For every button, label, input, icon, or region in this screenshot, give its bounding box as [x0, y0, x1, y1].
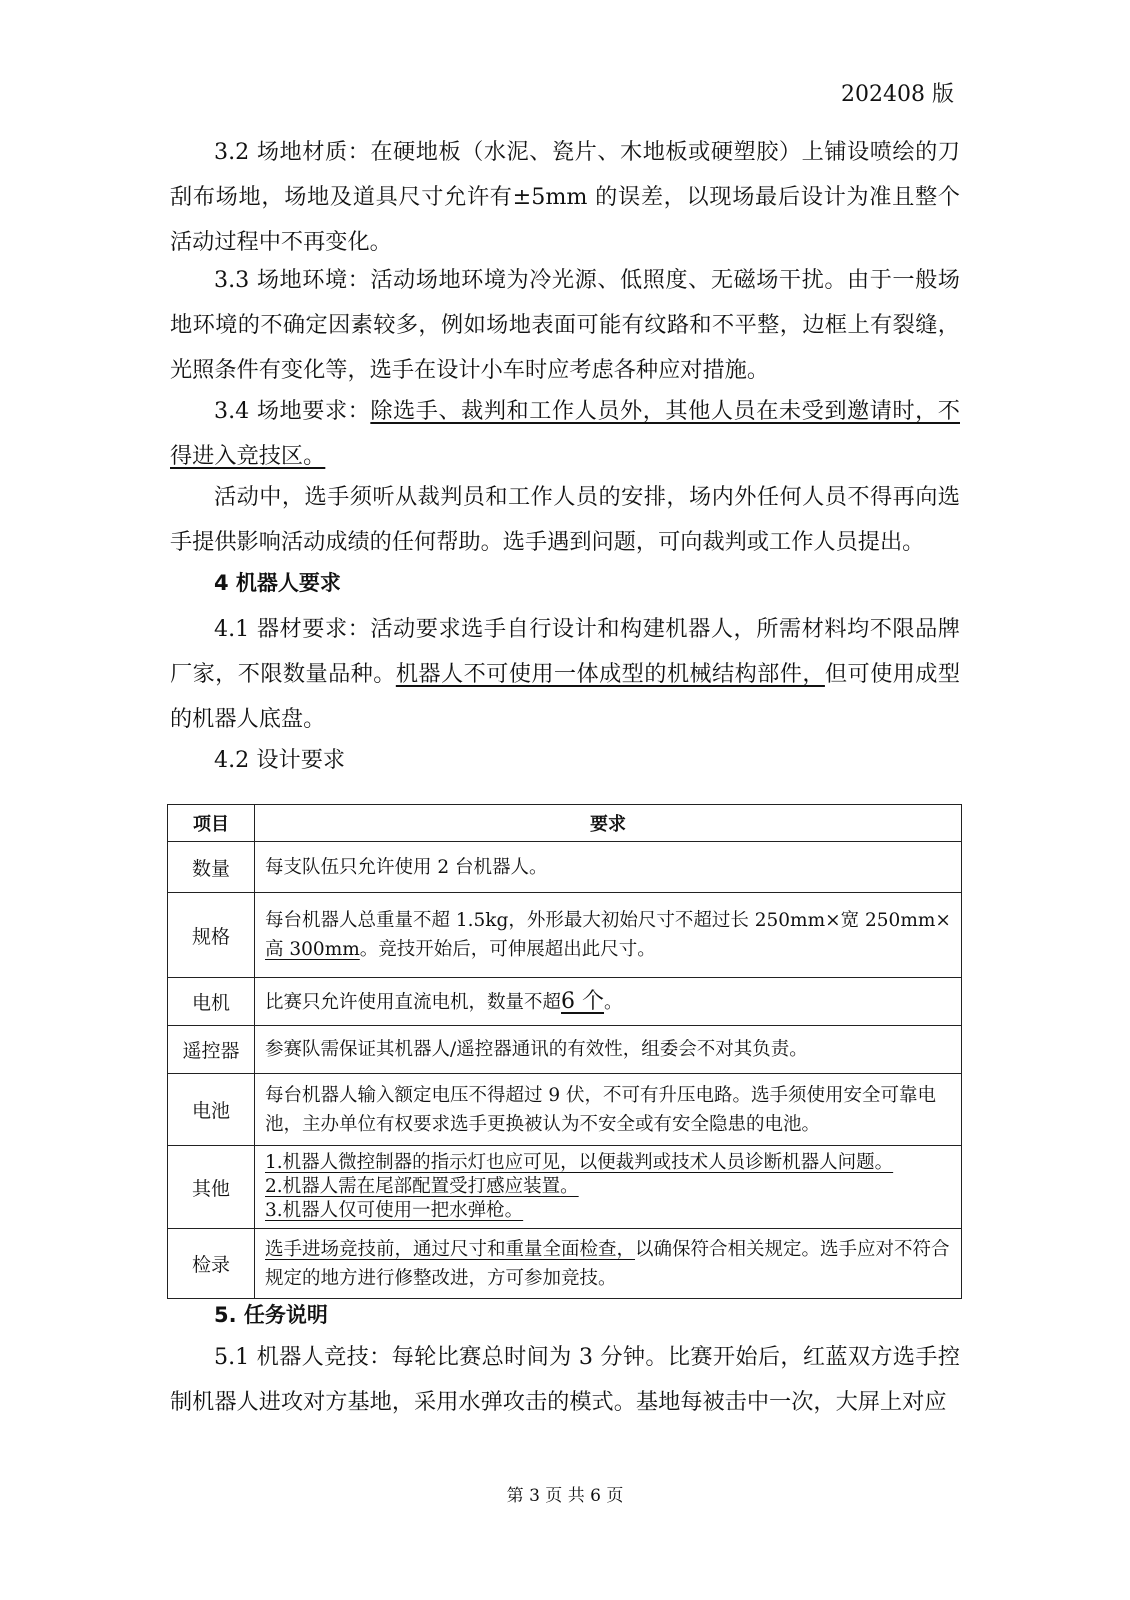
- paragraph-3-3-label: 3.3 场地环境：: [214, 267, 371, 293]
- version-label: 202408 版: [841, 82, 954, 107]
- section-heading-5: 5. 任务说明: [214, 1303, 328, 1327]
- spec-text-a: 每台机器人总重量不超 1.5kg，外形最大初始尺寸不超过长 250mm×宽 250mm×: [265, 910, 951, 931]
- paragraph-3-4: [170, 389, 960, 479]
- row-requirement: 每台机器人输入额定电压不得超过 9 伏，不可有升压电路。选手须使用安全可靠电池，主办单位有权要求选手更换被认为不安全或有安全隐患的电池。: [255, 1074, 962, 1146]
- paragraph-3-3-text: 活动场地环境为冷光源、低照度、无磁场干扰。由于一般场地环境的不确定因素较多，例如场地表面可能有纹路和不平整，边框上有裂缝，光照条件有变化等，选手在设计小车时应考虑各种应对措施。: [170, 267, 960, 383]
- row-requirement: [255, 978, 962, 1026]
- paragraph-3-4-label: 3.4 场地要求：: [214, 398, 371, 424]
- table-header-item: 项目: [168, 805, 255, 842]
- row-item: 电机: [168, 978, 255, 1026]
- paragraph-4-1-text: 活动要求选手自行设计和构建机器人，所需材料均不限品牌厂家，不限数量品种。: [170, 616, 960, 687]
- section-heading-4: 4 机器人要求: [214, 571, 341, 595]
- row-item: 数量: [168, 842, 255, 893]
- inspection-text-underlined: 选手进场竞技前，通过尺寸和重量全面检查，: [265, 1238, 636, 1260]
- row-item: 电池: [168, 1074, 255, 1146]
- row-requirement: [255, 1146, 962, 1229]
- row-item: 其他: [168, 1146, 255, 1229]
- paragraph-4-1-underlined: 机器人不可使用一体成型的机械结构部件，: [395, 661, 825, 687]
- motor-text-a: 比赛只允许使用直流电机，数量不超: [265, 991, 562, 1013]
- row-requirement: 参赛队需保证其机器人/遥控器通讯的有效性，组委会不对其负责。: [255, 1026, 962, 1074]
- paragraph-3-2: [170, 130, 960, 265]
- row-item: 规格: [168, 893, 255, 978]
- paragraph-activity: 活动中，选手须听从裁判员和工作人员的安排，场内外任何人员不得再向选手提供影响活动成绩的任何帮助。选手遇到问题，可向裁判或工作人员提出。: [170, 484, 960, 555]
- row-requirement: [255, 1229, 962, 1299]
- table-row: [168, 1074, 962, 1146]
- paragraph-5-1-label: 5.1 机器人竞技：: [214, 1344, 392, 1370]
- motor-count: 6 个: [561, 988, 605, 1014]
- row-item: 检录: [168, 1229, 255, 1299]
- spec-text-underlined: 高 300mm: [265, 939, 360, 960]
- subheading-4-2: 4.2 设计要求: [214, 747, 346, 773]
- paragraph-3-4-text: 除选手、裁判和工作人员外，其他人员在未受到邀请时，不得进入竞技区。: [170, 398, 960, 469]
- other-line-2: 2.机器人需在尾部配置受打感应装置。: [265, 1176, 579, 1197]
- row-requirement: [255, 893, 962, 978]
- paragraph-5-1-text: 每轮比赛总时间为 3 分钟。比赛开始后，红蓝双方选手控制机器人进攻对方基地，采用水弹攻击的模式。基地每被击中一次，大屏上对应: [170, 1344, 960, 1415]
- other-line-3: 3.机器人仅可使用一把水弹枪。: [265, 1200, 524, 1221]
- row-item: 遥控器: [168, 1026, 255, 1074]
- paragraph-3-2-label: 3.2 场地材质：: [214, 139, 371, 165]
- table-row: [168, 1146, 962, 1229]
- paragraph-5-1: [170, 1335, 960, 1425]
- row-requirement: 每支队伍只允许使用 2 台机器人。: [255, 842, 962, 893]
- paragraph-4-1: [170, 607, 960, 742]
- motor-text-c: 。: [604, 991, 623, 1013]
- table-row: [168, 842, 962, 893]
- table-row: [168, 1026, 962, 1074]
- other-line-1: 1.机器人微控制器的指示灯也应可见，以便裁判或技术人员诊断机器人问题。: [265, 1152, 894, 1173]
- paragraph-3-2-text: 在硬地板（水泥、瓷片、木地板或硬塑胶）上铺设喷绘的刀刮布场地，场地及道具尺寸允许有±5mm 的误差，以现场最后设计为准且整个活动过程中不再变化。: [170, 139, 960, 255]
- table-row: [168, 893, 962, 978]
- design-requirements-table: [167, 804, 962, 1299]
- table-row: [168, 1229, 962, 1299]
- inspection-text-b: 以确保符合相关规定。选手应对不符合规定的地方进行修整改进，方可参加竞技。: [265, 1238, 950, 1289]
- table-header-requirement: 要求: [255, 805, 962, 842]
- table-row: [168, 978, 962, 1026]
- paragraph-4-1-label: 4.1 器材要求：: [214, 616, 371, 642]
- paragraph-3-3: [170, 258, 960, 393]
- table-header-row: [168, 805, 962, 842]
- spec-text-c: 。竞技开始后，可伸展超出此尺寸。: [359, 939, 656, 960]
- page-footer: 第 3 页 共 6 页: [506, 1486, 624, 1506]
- paragraph-4-1-tail: 但可使用成型的机器人底盘。: [170, 661, 961, 732]
